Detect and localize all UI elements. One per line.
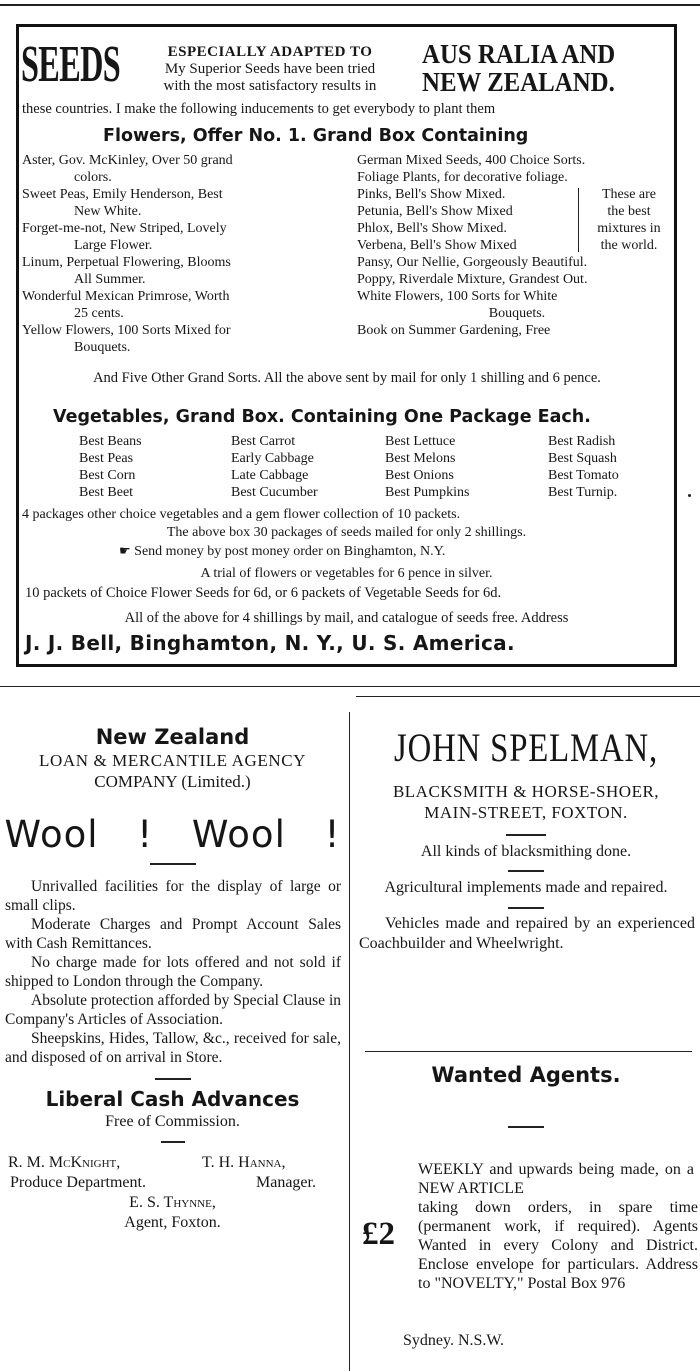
paragraph: Absolute protection afforded by Special Clause in Company's Articles of Association. [5, 992, 341, 1028]
bracketed-list [357, 186, 575, 254]
send-money-line [119, 543, 445, 560]
name-left: R. M. McKnight, [8, 1154, 121, 1171]
short-rule [508, 1126, 544, 1128]
list-item: Petunia, Bell's Show Mixed [357, 204, 513, 219]
short-rule [161, 1141, 185, 1143]
list-item: Verbena, Bell's Show Mixed [357, 238, 517, 253]
adapted-line: ESPECIALLY ADAPTED TO [167, 44, 373, 60]
name-right: T. H. Hanna, [202, 1154, 286, 1171]
note-line: the world. [600, 238, 658, 253]
spelman-address: MAIN-STREET, FOXTON. [424, 803, 628, 822]
list-item: Phlox, Bell's Show Mixed. [357, 221, 507, 236]
table-cell: Best Pumpkins [385, 485, 470, 500]
adapted-line: with the most satisfactory results in [163, 78, 377, 94]
nz-subtitle-2: COMPANY (Limited.) [94, 772, 251, 791]
dept-left: Produce Department. [10, 1174, 146, 1191]
paragraph: Unrivalled facilities for the display of large or small clips. [5, 878, 341, 914]
list-item: Linum, Perpetual Flowering, Blooms [22, 255, 231, 270]
signature-line: J. J. Bell, Binghamton, N. Y., U. S. America. [25, 631, 515, 655]
list-item: New White. [74, 204, 142, 219]
table-row [79, 450, 619, 467]
adapted-block [123, 44, 417, 95]
cash-heading: Liberal Cash Advances [45, 1087, 300, 1111]
nz-title: New Zealand [95, 725, 250, 749]
table-row [79, 467, 619, 484]
table-cell: Best Turnip. [548, 485, 618, 500]
list-item: Wonderful Mexican Primrose, Worth [22, 289, 230, 304]
table-cell: Early Cabbage [231, 451, 314, 466]
list-item: Pinks, Bell's Show Mixed. [357, 187, 506, 202]
list-item: Poppy, Riverdale Mixture, Grandest Out. [357, 272, 588, 287]
bracketed-group [357, 186, 677, 254]
agents-text: taking down orders, in spare time (permanent work, if required). Agents Wanted in every Colony and District. Enclose envelope for particulars. Address to "NOVELTY," Postal Box 976 [418, 1199, 698, 1292]
short-rule [150, 863, 196, 865]
ten-packets-text: 10 packets of Choice Flower Seeds for 6d, or 6 packets of Vegetable Seeds for 6d. [25, 585, 502, 601]
table-cell: Best Peas [79, 451, 134, 466]
table-row [79, 484, 619, 501]
trial-text: A trial of flowers or vegetables for 6 pence in silver. [200, 566, 493, 581]
vegetables-table [79, 433, 619, 501]
five-other-text: And Five Other Grand Sorts. All the above sent by mail for only 1 shilling and 6 pence. [93, 370, 601, 386]
spelman-name: JOHN SPELMAN, [394, 725, 658, 770]
table-cell: Best Radish [548, 434, 616, 449]
list-item: Foliage Plants, for decorative foliage. [357, 170, 568, 185]
list-item: Aster, Gov. McKinley, Over 50 grand [22, 153, 233, 168]
spelman-line-1: All kinds of blacksmithing done. [420, 843, 632, 860]
list-item: Pansy, Our Nellie, Gorgeously Beautiful. [357, 255, 588, 270]
top-rule [0, 4, 700, 6]
table-cell: Best Beet [79, 485, 134, 500]
seeds-advertisement [16, 24, 677, 667]
list-item: All Summer. [74, 272, 146, 287]
spelman-line-2: Agricultural implements made and repaired. [384, 879, 668, 896]
countries-line-2: NEW ZEALAND. [422, 67, 615, 97]
section-rule [0, 686, 700, 687]
list-item: colors. [74, 170, 112, 185]
agents-body [355, 1160, 697, 1360]
commission-text: Free of Commission. [105, 1113, 240, 1130]
agent-name: E. S. Thynne, [129, 1194, 216, 1211]
note-line: These are [601, 187, 657, 202]
table-cell: Best Onions [385, 468, 454, 483]
bracket-line [578, 188, 579, 252]
inducement-text: these countries. I make the following inducements to get everybody to plant them [22, 101, 496, 117]
short-rule [508, 907, 544, 909]
table-cell: Best Carrot [231, 434, 296, 449]
agents-last: Sydney. N.S.W. [403, 1332, 505, 1349]
list-item: Sweet Peas, Emily Henderson, Best [22, 187, 223, 202]
list-item: German Mixed Seeds, 400 Choice Sorts. [357, 153, 586, 168]
price-text: £2 [362, 1216, 395, 1252]
table-cell: Best Lettuce [385, 434, 456, 449]
wool-heading: Wool ! Wool ! [4, 813, 341, 856]
list-item: Bouquets. [488, 306, 546, 321]
flowers-left-list [22, 152, 352, 356]
bracket-note [581, 186, 677, 254]
nz-body [5, 877, 341, 1067]
table-cell: Best Corn [79, 468, 136, 483]
agents-intro: WEEKLY and upwards being made, on a NEW ARTICLE [418, 1161, 694, 1197]
table-cell: Late Cabbage [231, 468, 309, 483]
column-divider [349, 712, 350, 1371]
list-item: Forget-me-not, New Striped, Lovely [22, 221, 227, 236]
pointing-hand-icon: ☛ [119, 543, 131, 558]
countries-line-1: AUS RALIA AND [422, 39, 616, 69]
list-item: Yellow Flowers, 100 Sorts Mixed for [22, 323, 231, 338]
spelman-advertisement [355, 724, 697, 954]
note-line: mixtures in [597, 221, 661, 236]
names-row [0, 1153, 345, 1173]
table-cell: Best Tomato [548, 468, 619, 483]
adapted-line: My Superior Seeds have been tried [164, 61, 376, 77]
paragraph: Sheepskins, Hides, Tallow, &c., received for sale, and disposed of on arrival in Store. [5, 1030, 341, 1066]
list-item: 25 cents. [74, 306, 124, 321]
spelman-line-3: Vehicles made and repaired by an experienced Coachbuilder and Wheelwright. [359, 915, 695, 952]
list-item: Book on Summer Gardening, Free [357, 323, 551, 338]
table-cell: Best Cucumber [231, 485, 318, 500]
table-row [79, 433, 619, 450]
packages-line-2: The above box 30 packages of seeds mailed for only 2 shillings. [166, 525, 527, 540]
agents-top-rule [365, 1051, 692, 1052]
seeds-headline: SEEDS [21, 36, 121, 93]
offer-heading: Flowers, Offer No. 1. Grand Box Containing [103, 126, 529, 146]
paragraph: No charge made for lots offered and not sold if shipped to London through the Company. [5, 954, 341, 990]
stray-dot [688, 494, 691, 497]
all-above-text: All of the above for 4 shillings by mail, and catalogue of seeds free. Address [124, 610, 569, 626]
list-item: Large Flower. [74, 238, 153, 253]
short-rule [506, 834, 546, 836]
send-money-text: Send money by post money order on Binghamton, N.Y. [134, 544, 446, 559]
short-rule [508, 870, 544, 872]
flowers-right-list [357, 152, 677, 339]
agent-place: Agent, Foxton. [124, 1214, 221, 1231]
spelman-trade: BLACKSMITH & HORSE-SHOER, [392, 782, 660, 801]
table-cell: Best Squash [548, 451, 617, 466]
agents-heading: Wanted Agents. [431, 1063, 621, 1087]
agents-advertisement [355, 1056, 697, 1360]
table-cell: Best Beans [79, 434, 142, 449]
note-line: the best [607, 204, 651, 219]
paragraph: Moderate Charges and Prompt Account Sales with Cash Remittances. [5, 916, 341, 952]
dept-row [0, 1173, 345, 1193]
list-item: White Flowers, 100 Sorts for White [357, 289, 558, 304]
dept-right: Manager. [256, 1174, 316, 1191]
table-cell: Best Melons [385, 451, 456, 466]
nz-subtitle-1: LOAN & MERCANTILE AGENCY [38, 751, 307, 770]
nz-loan-advertisement [0, 700, 345, 1233]
packages-line-1: 4 packages other choice vegetables and a gem flower collection of 10 packets. [22, 507, 461, 522]
section-rule-right [356, 696, 700, 697]
vegetables-heading: Vegetables, Grand Box. Containing One Package Each. [53, 407, 591, 427]
short-rule [155, 1078, 191, 1080]
list-item: Bouquets. [74, 340, 131, 355]
